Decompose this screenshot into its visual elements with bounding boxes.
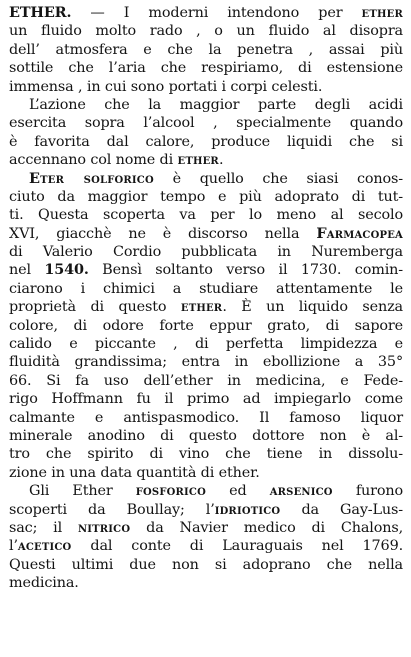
text-run: da Gay-Lus- <box>280 501 403 518</box>
text-run: — I moderni intendono per <box>71 5 362 21</box>
small-caps-term: idriotico <box>214 500 281 518</box>
text-line <box>9 427 403 445</box>
text-run: 66. Si fa uso dell’ether in medicina, e Fede- <box>9 372 403 389</box>
text-run: immensa , in cui sono portati i corpi celesti. <box>9 78 323 95</box>
text-line <box>9 41 403 59</box>
text-line <box>9 280 403 298</box>
text-run: nel <box>9 262 45 279</box>
text-run: da Navier medico di Chalons, <box>130 519 403 536</box>
text-run: L’azione che la maggior parte degli acidi <box>29 96 403 113</box>
text-line <box>9 335 403 353</box>
paragraph <box>9 482 403 592</box>
text-line <box>9 537 403 555</box>
text-line <box>9 317 403 335</box>
text-line <box>9 574 403 592</box>
text-line <box>9 59 403 77</box>
small-caps-term: fosforico <box>135 482 207 500</box>
text-line <box>9 206 403 224</box>
text-line <box>9 261 403 279</box>
text-run: medicina. <box>9 575 79 592</box>
small-caps-term: nitrico <box>77 518 131 536</box>
text-run: Gli Ether <box>29 483 136 500</box>
text-line <box>9 372 403 390</box>
text-run: fluidità grandissima; entra in ebollizione a 35° <box>9 354 403 371</box>
text-run: calmante e antispasmodico. Il famoso liquor <box>9 409 403 426</box>
text-run: esercita sopra l’alcool , specialmente quando <box>9 115 403 132</box>
text-line <box>9 353 403 371</box>
small-caps-term: ether <box>180 298 223 316</box>
text-line <box>9 243 403 261</box>
text-run: di Valerio Cordio pubblicata in Nuremberga <box>9 244 403 261</box>
text-run: un fluido molto rado , o un fluido al disopra <box>9 23 403 40</box>
text-run: ciuto da maggior tempo e più adoprato di tut- <box>9 188 403 205</box>
text-run: Questi ultimi due non si adoprano che nella <box>9 556 403 573</box>
text-run: dal conte di Lauraguais nel 1769. <box>71 538 403 555</box>
text-run: dell’ atmosfera e che la penetra , assai più <box>9 41 403 58</box>
text-run: scoperti da Boullay; l’ <box>9 501 215 518</box>
paragraph <box>9 170 403 483</box>
small-caps-term: Farmacopea <box>316 224 403 242</box>
text-line <box>9 151 403 169</box>
small-caps-term: ether <box>177 151 219 169</box>
text-line <box>9 188 403 206</box>
text-run: calido e piccante , di perfetta limpidezza e <box>9 336 403 353</box>
paragraph <box>9 4 403 96</box>
text-run: ti. Questa scoperta va per lo meno al secolo <box>9 207 403 224</box>
text-line <box>9 78 403 96</box>
small-caps-term: arsenico <box>269 482 333 500</box>
text-line <box>9 556 403 574</box>
text-run: zione in una data quantità di ether. <box>9 464 260 481</box>
text-run: XVI, giacchè ne è discorso nella <box>9 225 317 242</box>
text-run: accennano col nome di <box>9 152 178 169</box>
small-caps-term: Eter solforico <box>29 169 154 187</box>
text-line <box>9 4 403 22</box>
text-line <box>9 409 403 427</box>
text-line <box>9 133 403 151</box>
text-line <box>9 22 403 40</box>
text-line <box>9 390 403 408</box>
text-run: colore, di odore forte eppur grato, di sapore <box>9 317 403 334</box>
text-run: sac; il <box>9 519 78 536</box>
text-line <box>9 170 403 188</box>
text-line <box>9 501 403 519</box>
small-caps-term: acetico <box>17 537 72 555</box>
bold-term: 1540. <box>44 261 89 279</box>
text-run: è quello che siasi conos- <box>153 170 404 187</box>
bold-term: ETHER. <box>9 4 72 21</box>
text-run: minerale anodino di questo dottore non è al- <box>9 427 403 444</box>
paragraph <box>9 96 403 170</box>
text-run: l’ <box>9 538 18 555</box>
text-line <box>9 225 403 243</box>
text-run: furono <box>332 483 403 500</box>
text-run: proprietà di questo <box>9 299 181 316</box>
small-caps-term: ether <box>361 4 403 21</box>
text-line <box>9 114 403 132</box>
text-line <box>9 298 403 316</box>
text-line <box>9 482 403 500</box>
text-run: tro che spirito di vino che tiene in dissolu- <box>9 446 403 463</box>
text-run: rigo Hoffmann fu il primo ad impiegarlo come <box>9 391 403 408</box>
text-run: è favorita dal calore, produce liquidi che si <box>9 133 403 150</box>
text-run: Bensì soltanto verso il 1730. comin- <box>88 262 403 279</box>
text-line <box>9 445 403 463</box>
text-run: ciarono i chimici a studiare attentamente le <box>9 280 403 297</box>
text-run: ed <box>206 483 270 500</box>
text-run: . È un liquido senza <box>222 299 403 316</box>
text-line <box>9 96 403 114</box>
text-run: sottile che l’aria che respiriamo, di estensione <box>9 60 403 77</box>
text-line <box>9 464 403 482</box>
text-line <box>9 519 403 537</box>
text-run: . <box>218 152 224 169</box>
